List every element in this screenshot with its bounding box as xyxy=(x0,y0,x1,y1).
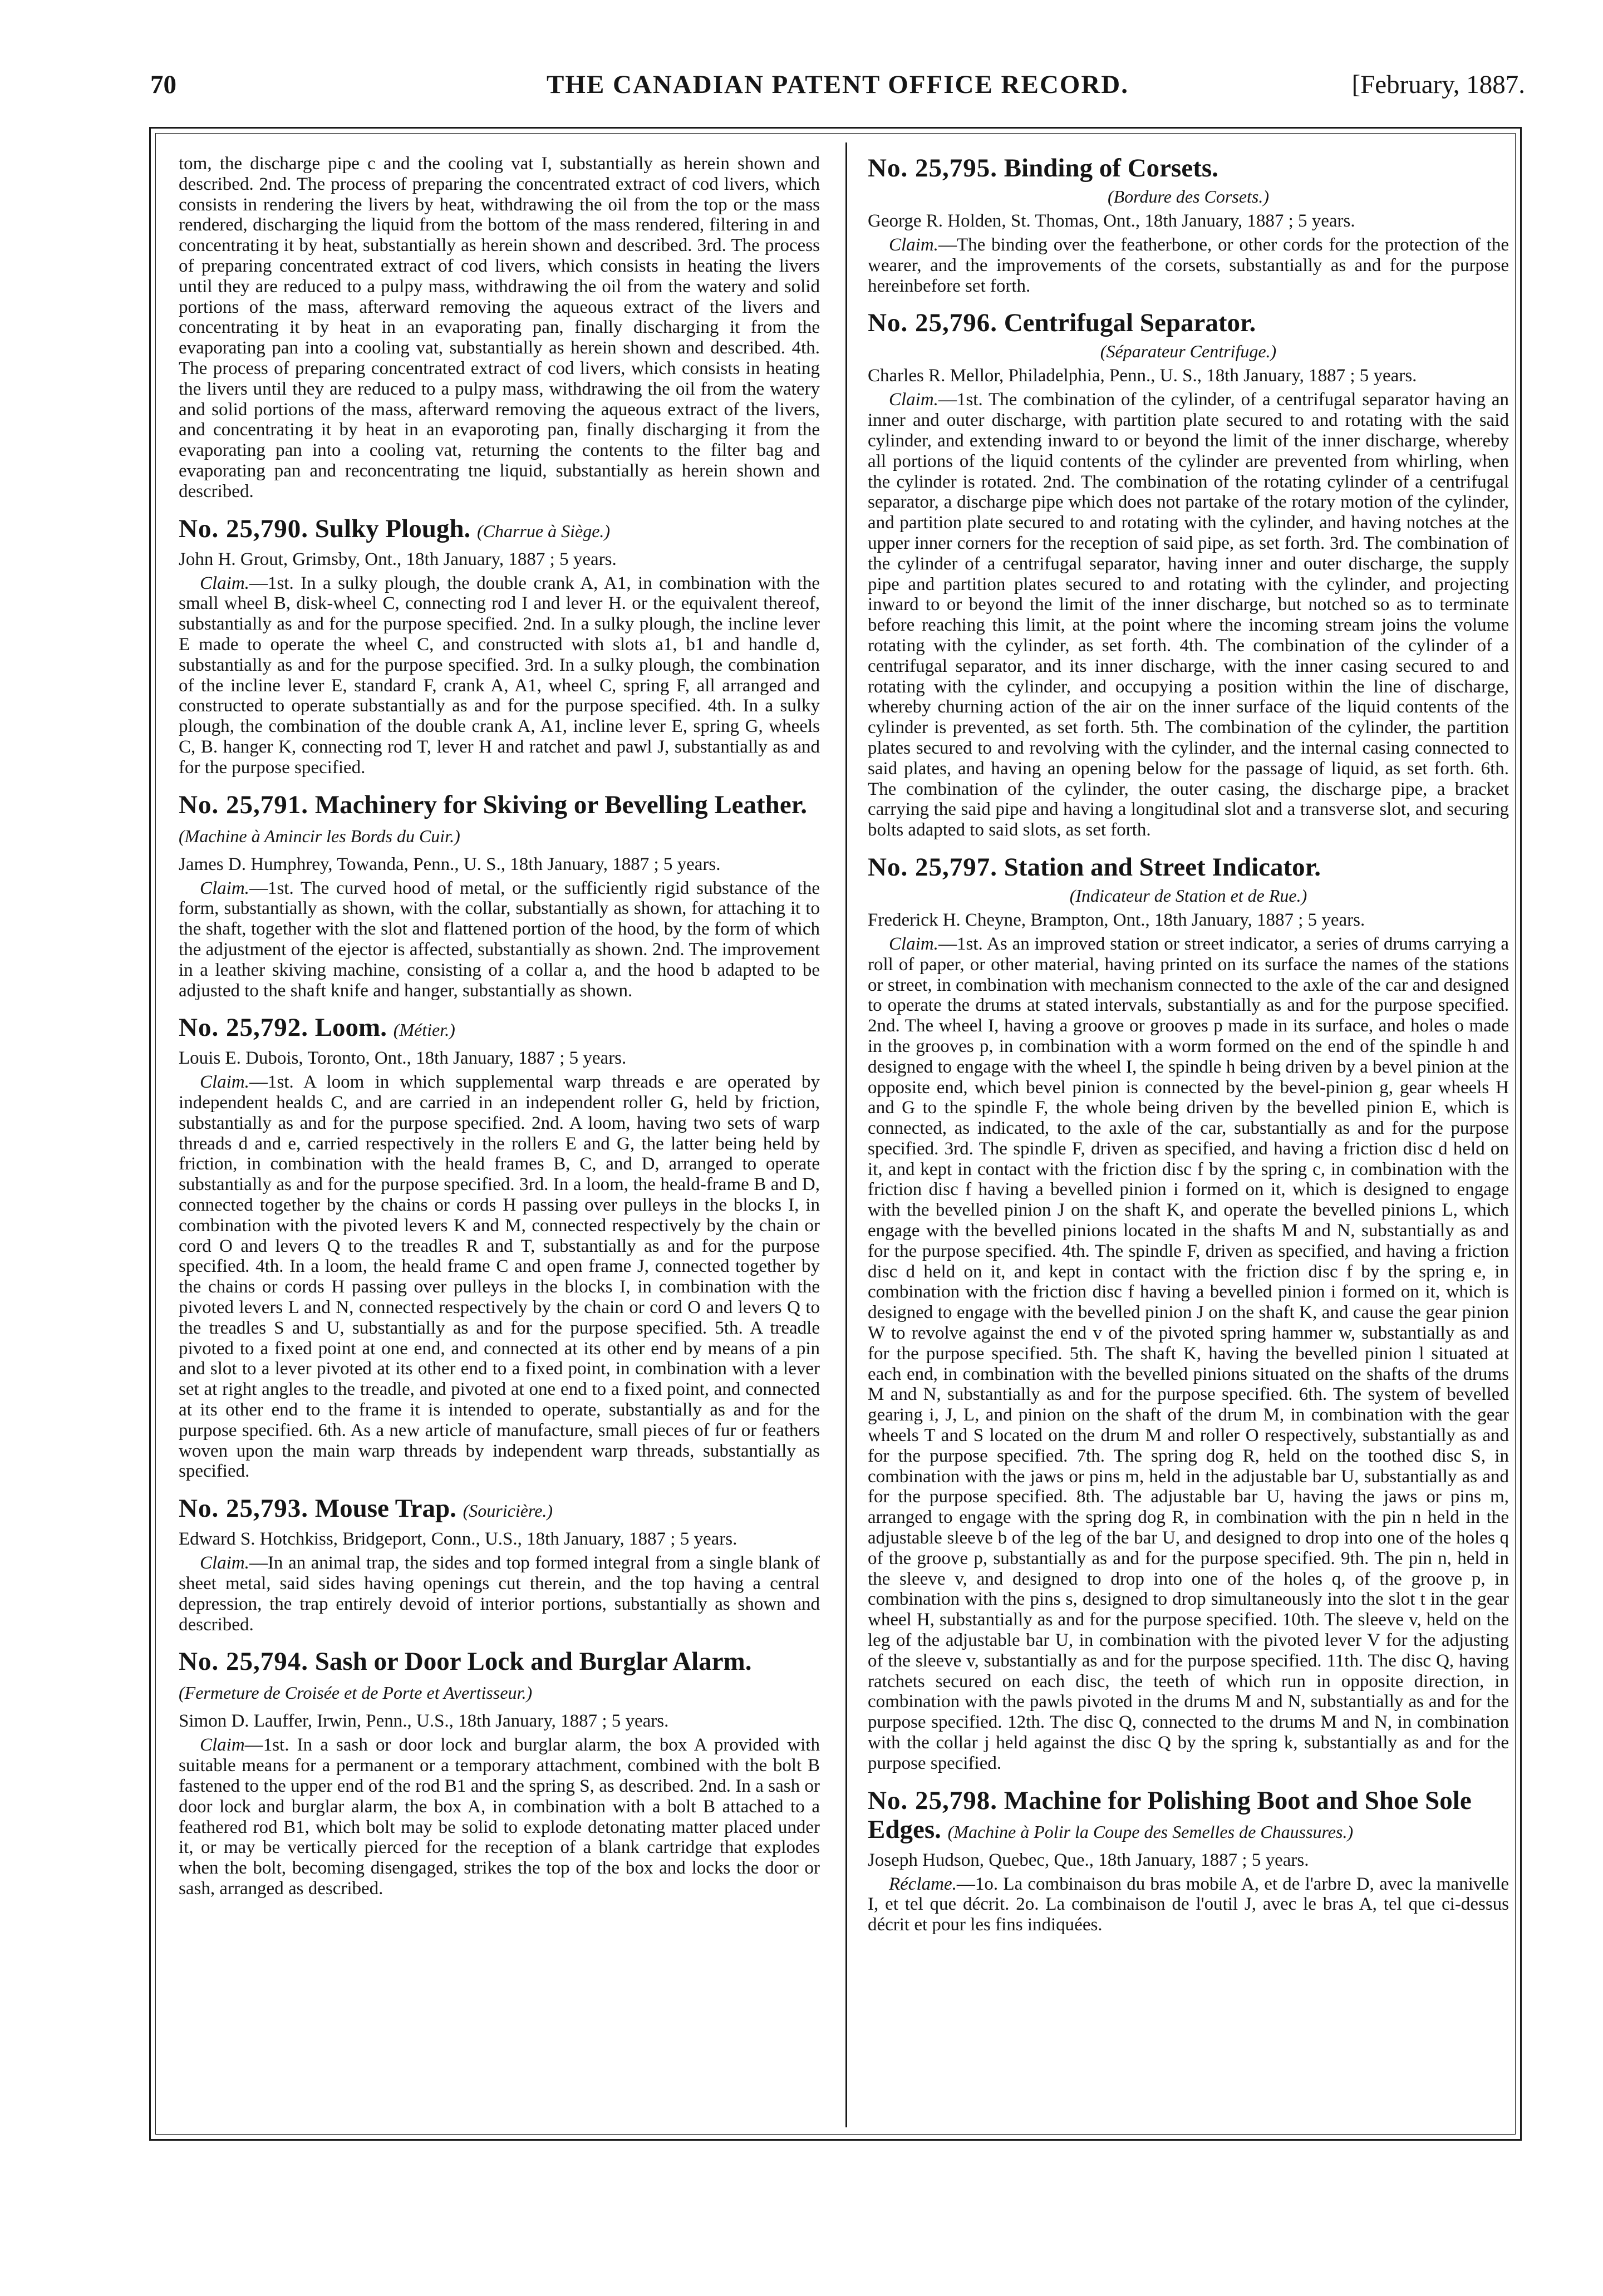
claim-body: —In an animal trap, the sides and top formed integral from a single blank of sheet metal, said sides having openings cut therein, and the top having a central depression, the trap entirely devoid of interior portions, substantially as shown and described. xyxy=(179,1553,820,1635)
issue-date: [February, 1887. xyxy=(1351,70,1525,99)
claim-body: —1st. The combination of the cylinder, of a centrifugal separator having an inner and outer discharge, with partition plate secured to and rotating with the said cylinder, and extending inward to or beyond the limit of the inner discharge, whereby all portions of the liquid contents of the cylinder are prevented from whirling, when the cylinder is rotated. 2nd. The combination of the rotating cylinder of a centrifugal separator, a discharge pipe which does not partake of the rotary motion of the cylinder, and partition plate secured to and rotating with the cylinder, and having notches at the upper inner corners for the reception of said pipe, as set forth. 3rd. The combination of the cylinder of a centrifugal separator, having inner and outer discharge, the supply pipe and partition plates secured to and rotating with the cylinder, and projecting inward to or beyond the limit of the inner discharge, but notched so as to terminate before reaching this limit, at the point where the incoming stream joins the volume rotating with the cylinder, as set forth. 4th. The combination of the cylinder of a centrifugal separator, and its inner discharge, with the inner casing secured to and rotating with the cylinder, and occupying a position within the line of discharge, whereby churning action of the air on the inner surface of the liquid contents of the cylinder is prevented, as set forth. 5th. The combination of the cylinder, the partition plates secured to and revolving with the cylinder, and the internal casing connected to said plates, and having an opening below for the passage of liquid, as set forth. 6th. The combination of the cylinder, the outer casing, the discharge pipe, a bracket carrying the said pipe and having a longitudinal slot and a transverse slot, and securing bolts adapted to said slots, as set forth. xyxy=(868,390,1509,840)
entry-heading xyxy=(868,154,1509,183)
claim-body: —1o. La combinaison du bras mobile A, et de l'arbre D, avec la manivelle I, et tel que décrit. 2o. La combinaison de l'outil J, avec le bras A, tel que ci-dessus décrit et pour les fins indiquées. xyxy=(868,1874,1509,1935)
patentee-line: John H. Grout, Grimsby, Ont., 18th January, 1887 ; 5 years. xyxy=(179,549,617,569)
french-title: (Charrue à Siège.) xyxy=(476,520,611,541)
running-head xyxy=(150,62,1525,107)
patent-title: Mouse Trap. xyxy=(314,1494,456,1523)
patent-number: No. 25,794. xyxy=(179,1647,308,1676)
entry-heading xyxy=(179,1647,820,1707)
entry-heading xyxy=(868,853,1509,882)
french-title: (Métier.) xyxy=(393,1020,455,1040)
claim-body: —1st. As an improved station or street indicator, a series of drums carrying a roll of paper, or other material, having printed on its surface the names of the stations or street, in combination with mechanism connected to the axle of the car and designed to operate the drums at stated intervals, substantially as and for the purpose specified. 2nd. The wheel I, having a groove or grooves p made in its surface, and holes o made in the grooves p, in combination with a worm formed on the end of the spindle h and designed to engage with the wheel I, the spindle h being driven by a bevel pinion at the opposite end, which bevel pinion is connected by the bevel-pinion g, gear wheels H and G to the spindle F, the whole being driven by the bevelled pinion E, which is connected, as indicated, to the axle of the car, substantially as and for the purpose specified. 3rd. The spindle F, driven as specified, and having a friction disc d held on it, and kept in contact with the friction disc f by the spring c, in combination with the friction disc f having a bevelled pinion i formed on it, which is designed to engage with the bevelled pinion J on the shaft K, and operate the bevelled pinions L, which engage with the bevelled pinions located in the shafts M and N, substantially as and for the purpose specified. 4th. The spindle F, driven as specified, and having a friction disc d held on it, and kept in contact with the friction disc f by the spring e, in combination with the friction disc f having a bevelled pinion i formed on it, which is designed to engage with the bevelled pinion J on the shaft K, and cause the gear pinion W to revolve against the end v of the pivoted spring hammer w, substantially as and for the purpose specified. 5th. The shaft K, having the bevelled pinion l situated at each end, in combination with the bevelled pinions situated on the shafts of the drums M and N, substantially as and for the purpose specified. 6th. The system of bevelled gearing i, J, L, and pinion on the shaft of the drum M, in combination with the gear wheels T and S located on the drum M and roller O respectively, substantially as and for the purpose specified. 7th. The spring dog R, held on the toothed disc S, in combination with the jaws or pins m, held in the adjustable bar U, substantially as and for the purpose specified. 8th. The adjustable bar U, having the jaws or pins m, arranged to engage with the spring dog R, in combination with the pin n held in the adjustable sleeve b of the leg of the bar U, and designed to drop into one of the holes q of the groove p, substantially as and for the purpose specified. 9th. The pin n, held in the sleeve v, and designed to drop into one of the holes q, of the groove p, in combination with the pins s, designed to drop simultaneously into the slot t in the gear wheel H, substantially as and for the purpose specified. 10th. The sleeve v, held on the leg of the adjustable bar U, in combination with the pivoted lever V for the adjusting of the sleeve v, substantially as and for the purpose specified. 11th. The disc Q, having ratchets secured on each disc, the teeth of which run in opposite direction, in combination with the pawls pivoted in the drums M and N, substantially as and for the purpose specified. 12th. The disc Q, connected to the drums M and N, in combination with the collar j held against the disc Q by the spring k, substantially as and for the purpose specified. xyxy=(868,933,1509,1773)
patentee-line: Edward S. Hotchkiss, Bridgeport, Conn., U.S., 18th January, 1887 ; 5 years. xyxy=(179,1529,737,1550)
patent-entry-25794 xyxy=(179,1647,820,1899)
patent-entry-25798 xyxy=(868,1786,1509,1935)
french-title: (Indicateur de Station et de Rue.) xyxy=(1069,885,1307,906)
patentee-line: Louis E. Dubois, Toronto, Ont., 18th January, 1887 ; 5 years. xyxy=(179,1048,627,1069)
claim-body: —1st. The curved hood of metal, or the sufficiently rigid substance of the form, substantially as shown, with the collar, substantially as shown, for attaching it to the shaft, together with the slot and flattened portion of the hood, by the form of which the adjustment of the ejector is affected, substantially as shown. 2nd. The improvement in a leather skiving machine, consisting of a collar a, and the hood b adapted to be adjusted to the shaft knife and hanger, substantially as shown. xyxy=(179,878,820,1001)
claim-label: Claim. xyxy=(200,573,249,593)
claim-text xyxy=(179,1553,820,1635)
patentee-line: Joseph Hudson, Quebec, Que., 18th January, 1887 ; 5 years. xyxy=(868,1850,1309,1870)
page-number: 70 xyxy=(150,70,176,99)
patent-number: No. 25,795. xyxy=(868,154,997,183)
claim-text xyxy=(179,1735,820,1899)
claim-body: —1st. A loom in which supplemental warp threads e are operated by independent healds C, and are carried in an independent roller G, held by friction, substantially as and for the purpose specified. 2nd. A loom, having two sets of warp threads d and e, carried respectively in the rollers E and G, the latter being held by friction, in combination with the heald frames B, C, and D, arranged to operate substantially as and for the purpose specified. 3rd. In a loom, the heald-frame B and D, connected together by the chains or cords H passing over pulleys in the blocks I, in combination with the pivoted levers K and M, connected respectively by the chain or cord O and levers Q to the treadles R and T, substantially as and for the purpose specified. 4th. In a loom, the heald frame C and open frame J, connected together by the chains or cords H passing over pulleys in the blocks I, in combination with the pivoted levers L and N, connected respectively by the chain or cord O and levers Q to the treadles S and U, substantially as and for the purpose specified. 5th. A treadle pivoted to a fixed point at one end, and connected at its other end by means of a pin and slot to a lever pivoted at its other end to a fixed point, in combination with a lever set at right angles to the treadle, and pivoted at one end to a fixed point, and connected at its other end to the frame it is intended to operate, substantially as and for the purpose specified. 6th. As a new article of manufacture, small pieces of fur or feathers woven upon the main warp threads by independent warp threads, substantially as specified. xyxy=(179,1072,820,1482)
claim-label: Claim xyxy=(200,1735,245,1756)
claim-text xyxy=(179,573,820,778)
french-title: (Fermeture de Croisée et de Porte et Avertisseur.) xyxy=(179,1683,533,1703)
patentee-line: Frederick H. Cheyne, Brampton, Ont., 18th January, 1887 ; 5 years. xyxy=(868,909,1365,930)
claim-body: —1st. In a sulky plough, the double crank A, A1, in combination with the small wheel B, disk-wheel C, connecting rod I and lever H. or the equivalent thereof, substantially as and for the purpose specified. 2nd. In a sulky plough, the incline lever E made to operate the wheel C, and constructed with slots a1, b1 and handle d, substantially as and for the purpose specified. 3rd. In a sulky plough, the combination of the incline lever E, standard F, crank A, A1, wheel C, spring F, all arranged and constructed to operate substantially as and for the purpose specified. 4th. In a sulky plough, the combination of the double crank A, A1, incline lever E, spring G, wheels C, B. hanger K, connecting rod T, lever H and ratchet and pawl J, substantially as and for the purpose specified. xyxy=(179,573,820,778)
patentee-line: James D. Humphrey, Towanda, Penn., U. S., 18th January, 1887 ; 5 years. xyxy=(179,854,721,874)
claim-text xyxy=(868,1874,1509,1935)
patentee-line: George R. Holden, St. Thomas, Ont., 18th January, 1887 ; 5 years. xyxy=(868,211,1355,231)
patent-entry-25791 xyxy=(179,790,820,1001)
patent-entry-25793 xyxy=(179,1494,820,1635)
patent-title: Station and Street Indicator. xyxy=(1004,852,1321,882)
claim-text xyxy=(868,390,1509,840)
patent-entry-25792 xyxy=(179,1013,820,1482)
right-column xyxy=(868,154,1509,2124)
patentee-line: Simon D. Lauffer, Irwin, Penn., U.S., 18th January, 1887 ; 5 years. xyxy=(179,1711,669,1732)
claim-label: Claim. xyxy=(200,878,249,898)
claim-label: Claim. xyxy=(200,1072,249,1093)
column-rule xyxy=(845,142,847,2127)
patent-title: Sash or Door Lock and Burglar Alarm. xyxy=(314,1647,752,1676)
patent-title: Machine for Polishing Boot and Shoe Sole Edges. xyxy=(868,1786,1472,1844)
patent-number: No. 25,792. xyxy=(179,1013,308,1043)
claim-label: Réclame. xyxy=(889,1874,957,1894)
claim-text xyxy=(179,1072,820,1482)
claim-text xyxy=(868,235,1509,296)
french-title: (Machine à Amincir les Bords du Cuir.) xyxy=(179,825,460,846)
patent-number: No. 25,798. xyxy=(868,1786,997,1815)
left-column xyxy=(179,154,820,2124)
patent-title: Sulky Plough. xyxy=(314,514,471,543)
claim-body: —The binding over the featherbone, or other cords for the protection of the wearer, and the improvements of the corsets, substantially as and for the purpose hereinbefore set forth. xyxy=(868,235,1509,296)
journal-title: THE CANADIAN PATENT OFFICE RECORD. xyxy=(547,70,1129,99)
french-title: (Séparateur Centrifuge.) xyxy=(1100,341,1277,362)
entry-heading xyxy=(179,514,820,545)
patent-number: No. 25,793. xyxy=(179,1494,308,1523)
patent-entry-25790 xyxy=(179,514,820,778)
claim-label: Claim. xyxy=(200,1553,249,1574)
entry-heading xyxy=(868,308,1509,337)
entry-heading xyxy=(179,1494,820,1525)
patent-entry-25797 xyxy=(868,853,1509,1774)
entry-heading xyxy=(179,1013,820,1044)
patent-number: No. 25,797. xyxy=(868,852,997,882)
claim-label: Claim. xyxy=(889,390,938,410)
continuation-paragraph: tom, the discharge pipe c and the cooling vat I, substantially as herein shown and described. 2nd. The process of preparing the concentrated extract of cod livers, which consists in rendering the livers by heat, withdrawing the oil from the top or the mass rendered, discharging the liquid from the bottom of the mass rendered, filtering in and concentrating it by heat, substantially as herein shown and described. 3rd. The process of preparing concentrated extract of cod livers, which consists in heating the livers until they are reduced to a pulpy mass, withdrawing the oil from the watery and solid portions of the mass, afterward removing the aqueous extract of the livers and concentrating it by heat in an evaporating pan, finally discharging it from the evaporating pan into a cooling vat, substantially as herein shown and described. 4th. The process of preparing concentrated extract of cod livers, which consists in heating the livers until they are reduced to a pulpy mass, withdrawing the oil from the watery and solid portions of the mass, afterward removing the aqueous extract of the livers, and concentrating it by heat in an evaporoting pan, finally discharging it from the evaporating pan into a cooling vat, returning the contents to the filter bag and evaporating pan and reconcentrating tne liquid, substantially as herein shown and described. xyxy=(179,154,820,502)
patentee-line: Charles R. Mellor, Philadelphia, Penn., U. S., 18th January, 1887 ; 5 years. xyxy=(868,366,1417,386)
french-title: (Bordure des Corsets.) xyxy=(1107,186,1270,207)
french-title: (Machine à Polir la Coupe des Semelles de Chaussures.) xyxy=(947,1821,1354,1842)
patent-title: Machinery for Skiving or Bevelling Leather. xyxy=(314,790,807,819)
patent-entry-25796 xyxy=(868,308,1509,840)
patent-title: Centrifugal Separator. xyxy=(1004,308,1256,338)
entry-heading xyxy=(179,790,820,850)
claim-label: Claim. xyxy=(889,235,938,255)
french-title: (Souricière.) xyxy=(463,1501,553,1521)
patent-number: No. 25,790. xyxy=(179,514,308,543)
claim-label: Claim. xyxy=(889,933,938,954)
patent-number: No. 25,796. xyxy=(868,308,997,338)
claim-text xyxy=(179,878,820,1001)
patent-title: Binding of Corsets. xyxy=(1004,154,1218,183)
patent-entry-25795 xyxy=(868,154,1509,296)
entry-heading xyxy=(868,1786,1509,1846)
continuation-text xyxy=(179,154,820,502)
claim-text xyxy=(868,934,1509,1774)
claim-body: —1st. In a sash or door lock and burglar alarm, the box A provided with suitable means for a permanent or a temporary attachment, combined with the bolt B fastened to the upper end of the rod B1 and the spring S, as described. 2nd. In a sash or door lock and burglar alarm, the box A, in combination with a bolt B attached to a feathered rod B1, which bolt may be solid to explode detonating matter placed under it, or may be vertically pierced for the reception of a blank cartridge that explodes when the bolt, becoming disengaged, strikes the top of the box and locks the door or sash, arranged as described. xyxy=(179,1735,820,1899)
patent-title: Loom. xyxy=(314,1013,387,1043)
patent-number: No. 25,791. xyxy=(179,790,308,819)
